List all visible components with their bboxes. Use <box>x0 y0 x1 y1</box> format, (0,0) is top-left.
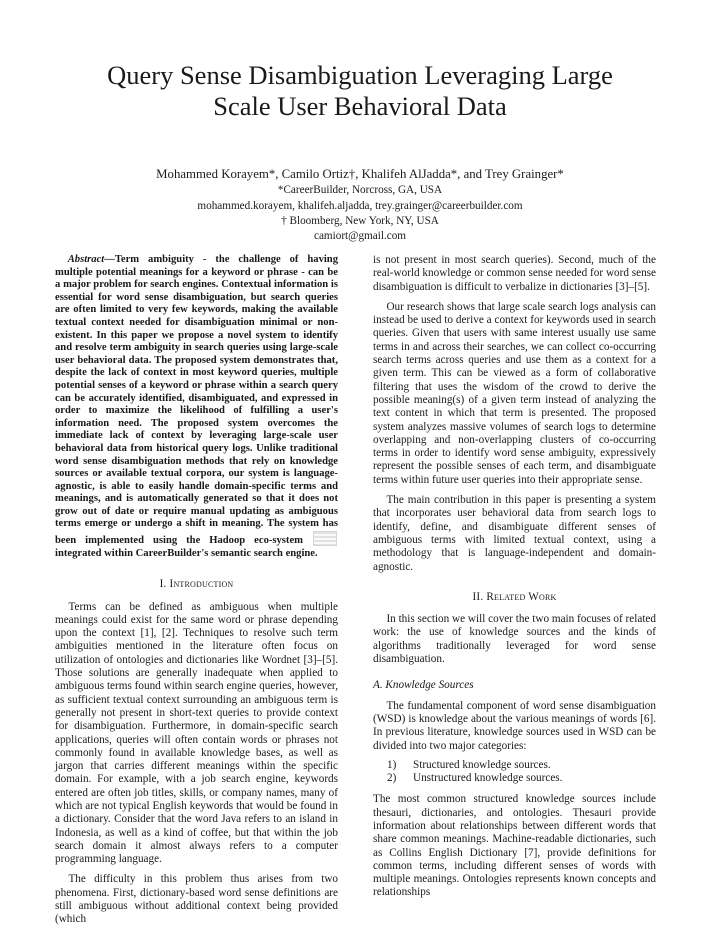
title-line-2: Scale User Behavioral Data <box>213 91 507 121</box>
intro-paragraph-1: Terms can be defined as ambiguous when multiple meanings could exist for the same word or phrase depending upon the context [1], [2]. Techniques to resolve such term ambiguities mentioned in the literature often focus on utilization of ontologies and dictionaries like Wordnet [3]–[5]. Those solutions are generally inadequate when applied to ambiguous terms found within search engine queries, however, as sufficient textual context surrounding an ambiguous term is generally not present in short-text queries to provide context for disambiguation. Furthermore, in domain-specific search applications, queries will often contain words or phrases not commonly found in available knowledge bases, as well as jargon that carries different meanings within the specific domain. For example, with a job search engine, keywords entered are often job titles, skills, or company names, many of which are not typical English keywords that would be found in a dictionary. Consider that the word Java refers to an island in Indonesia, as well as a kind of coffee, but that within the job search domain it almost always refers to a computer programming language. <box>55 600 338 866</box>
abstract-text: —Term ambiguity - the challenge of having multiple potential meanings for a keyword or phrase - can be a major problem for search engines. Contextual information is essential for word sense disambiguation, but search queries are often limited to very few keywords, making the available textual context needed for disambiguation minimal or non-existent. In this paper we propose a novel system to identify and resolve term ambiguity in search queries using large-scale user behavioral data. The proposed system demonstrates that, despite the lack of context in most keyword queries, multiple potential senses of a keyword or phrase within a search query can be accurately identified, disambiguated, and expressed in order to maximize the likelihood of fulfilling a user's information need. The proposed system overcomes the immediate lack of context by leveraging large-scale user behavioral data from historical query logs. Unlike traditional word sense disambiguation methods that rely on knowledge sources or available textual corpora, our system is language-agnostic, is able to easily handle domain-specific terms and meanings, and is automatically generated so that it does not grow out of date or require manual updating as ambiguous terms emerge or undergo a shift in meaning. The system has been implemented using the Hadoop eco-system <box>55 254 338 547</box>
scan-artifact-icon <box>313 531 337 546</box>
list-item: 2) Unstructured knowledge sources. <box>387 772 563 785</box>
author-emails: mohammed.korayem, khalifeh.aljadda, trey.grainger@careerbuilder.com <box>197 200 523 212</box>
knowledge-paragraph: The fundamental component of word sense disambiguation (WSD) is knowledge about the various meanings of words [6]. In previous literature, knowledge sources used in WSD can be divided into two major categories: <box>373 699 656 752</box>
right-paragraph-2: Our research shows that large scale search logs analysis can instead be used to derive a context for keywords used in search queries. Given that users with same interest usually use same terms in and across their searches, we can collect co-occurring search terms across queries and use them as a context for a given term. This can be viewed as a form of collaborative filtering that uses the wisdom of the crowd to derive the possible meaning(s) of a given term instead of analyzing the text content in which that term is presented. The proposed system analyzes massive volumes of search logs to determine overlapping and non-overlapping clusters of co-occurring terms in order to identify word sense ambiguity, expressively represent the possible senses of each term, and disambiguate terms within future user queries into their appropriate sense. <box>373 300 656 486</box>
affiliation-careerbuilder: *CareerBuilder, Norcross, GA, USA <box>277 184 443 196</box>
right-paragraph-1: is not present in most search queries). Second, much of the real-world knowledge or common sense needed for word sense disambiguation is difficult to verbalize in dictionaries [3]–[5]. <box>373 254 656 293</box>
intro-paragraph-2: The difficulty in this problem thus arises from two phenomena. First, dictionary-based word sense definitions are still ambiguous without additional context being provided (which <box>55 873 338 926</box>
abstract-label: Abstract <box>67 254 105 265</box>
affiliation-bloomberg: † Bloomberg, New York, NY, USA <box>281 215 439 227</box>
related-paragraph: In this section we will cover the two main focuses of related work: the use of knowledge sources and the kinds of algorithms traditionally leveraged for word sense disambiguation. <box>373 613 656 666</box>
section-heading-introduction: I. Introduction <box>159 578 234 591</box>
author-email-ortiz: camiort@gmail.com <box>313 230 406 242</box>
right-column <box>373 254 656 900</box>
left-column <box>55 254 338 927</box>
section-heading-related-work: II. Related Work <box>472 590 557 603</box>
knowledge-source-list <box>373 759 656 786</box>
author-list: Mohammed Korayem*, Camilo Ortiz†, Khalifeh AlJadda*, and Trey Grainger* <box>156 167 564 181</box>
subsection-heading-knowledge-sources: A. Knowledge Sources <box>373 679 474 692</box>
right-paragraph-3: The main contribution in this paper is presenting a system that incorporates user behavioral data from search logs to identify, define, and disambiguate different senses of ambiguous terms with limited textual context, using a methodology that is language-independent and domain-agnostic. <box>373 494 656 573</box>
abstract <box>55 254 338 560</box>
structured-sources-paragraph: The most common structured knowledge sources include thesauri, dictionaries, and ontologies. Thesauri provide information about relationships between different words that share common meanings. Machine-readable dictionaries, such as Collins English Dictionary [7], provide definitions for common terms, including different senses of words with multiple meanings. Ontologies represents known concepts and relationships <box>373 793 656 899</box>
list-item: 1) Structured knowledge sources. <box>387 758 551 771</box>
paper-title <box>40 60 680 122</box>
abstract-text-end: integrated within CareerBuilder's semantic search engine. <box>55 547 318 559</box>
title-line-1: Query Sense Disambiguation Leveraging Large <box>107 60 613 90</box>
